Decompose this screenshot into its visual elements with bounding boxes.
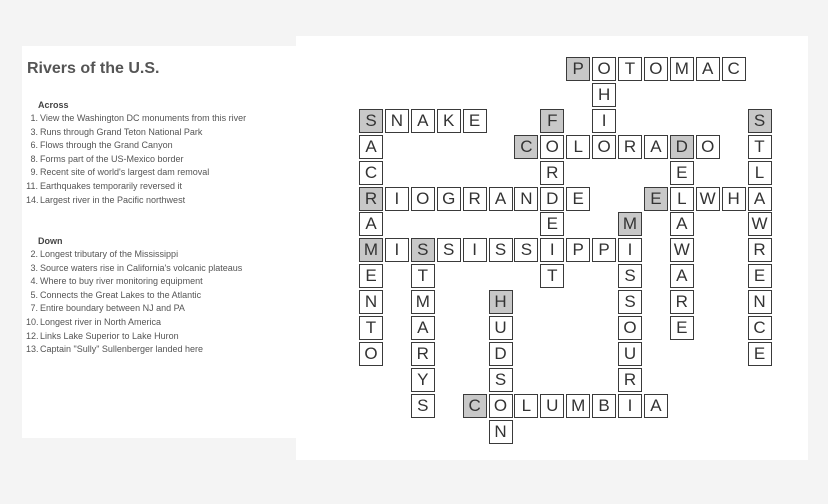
grid-cell[interactable]: R bbox=[540, 161, 564, 185]
clue-text: Largest river in the Pacific northwest bbox=[40, 194, 186, 205]
grid-cell[interactable]: L bbox=[670, 187, 694, 211]
grid-cell[interactable]: H bbox=[592, 83, 616, 107]
clue-number: 14. bbox=[26, 194, 39, 205]
page-title: Rivers of the U.S. bbox=[27, 60, 160, 77]
down-clue bbox=[26, 276, 203, 287]
grid-cell[interactable]: A bbox=[670, 264, 694, 288]
grid-cell[interactable]: P bbox=[566, 57, 590, 81]
grid-cell[interactable]: E bbox=[566, 187, 590, 211]
clue-text: Flows through the Grand Canyon bbox=[40, 140, 173, 151]
grid-cell[interactable]: I bbox=[463, 238, 487, 262]
grid-cell[interactable]: O bbox=[489, 394, 513, 418]
clue-number: 13. bbox=[26, 344, 39, 355]
grid-cell[interactable]: E bbox=[670, 316, 694, 340]
clue-text: Source waters rise in California's volcanic plateaus bbox=[40, 262, 243, 273]
grid-cell[interactable]: I bbox=[540, 238, 564, 262]
grid-cell[interactable]: R bbox=[411, 342, 435, 366]
grid-cell[interactable]: U bbox=[489, 316, 513, 340]
clue-text: Runs through Grand Teton National Park bbox=[40, 126, 203, 137]
clue-number: 12. bbox=[26, 330, 39, 341]
across-clue bbox=[26, 154, 184, 165]
grid-cell[interactable]: M bbox=[411, 290, 435, 314]
grid-cell[interactable]: R bbox=[359, 187, 383, 211]
grid-cell[interactable]: R bbox=[618, 368, 642, 392]
grid-cell[interactable]: O bbox=[592, 57, 616, 81]
grid-cell[interactable]: L bbox=[566, 135, 590, 159]
grid-cell[interactable]: C bbox=[359, 161, 383, 185]
grid-cell[interactable]: S bbox=[437, 238, 461, 262]
grid-cell[interactable]: E bbox=[670, 161, 694, 185]
clue-text: Forms part of the US-Mexico border bbox=[40, 153, 184, 164]
grid-cell[interactable]: P bbox=[566, 238, 590, 262]
grid-cell[interactable]: W bbox=[748, 212, 772, 236]
grid-cell[interactable]: M bbox=[670, 57, 694, 81]
down-clue bbox=[26, 290, 201, 301]
grid-cell[interactable]: O bbox=[696, 135, 720, 159]
grid-cell[interactable]: C bbox=[463, 394, 487, 418]
grid-cell[interactable]: S bbox=[618, 264, 642, 288]
clue-text: Longest tributary of the Mississippi bbox=[40, 249, 179, 259]
clue-number: 10. bbox=[26, 317, 39, 327]
clue-text: Connects the Great Lakes to the Atlantic bbox=[40, 289, 202, 300]
grid-cell[interactable]: B bbox=[592, 394, 616, 418]
down-clue bbox=[26, 317, 161, 328]
across-clue bbox=[26, 113, 246, 124]
grid-cell[interactable]: A bbox=[411, 316, 435, 340]
grid-cell[interactable]: P bbox=[592, 238, 616, 262]
clue-text: Where to buy river monitoring equipment bbox=[40, 276, 203, 287]
down-clue bbox=[26, 263, 242, 274]
across-clue bbox=[26, 181, 182, 192]
down-clue bbox=[26, 344, 203, 355]
grid-cell[interactable]: R bbox=[748, 238, 772, 262]
grid-cell[interactable]: S bbox=[411, 238, 435, 262]
grid-cell[interactable]: S bbox=[411, 394, 435, 418]
grid-cell[interactable]: T bbox=[748, 135, 772, 159]
grid-cell[interactable]: N bbox=[385, 109, 409, 133]
clue-text: Recent site of world's largest dam removal bbox=[40, 167, 210, 178]
grid-cell[interactable]: R bbox=[618, 135, 642, 159]
grid-cell[interactable]: A bbox=[644, 135, 668, 159]
grid-cell[interactable]: A bbox=[696, 57, 720, 81]
grid-cell[interactable]: E bbox=[748, 264, 772, 288]
grid-cell[interactable]: T bbox=[540, 264, 564, 288]
across-clue bbox=[26, 127, 202, 138]
grid-cell[interactable]: A bbox=[748, 187, 772, 211]
clue-number: 9. bbox=[30, 167, 38, 178]
grid-cell[interactable]: Y bbox=[411, 368, 435, 392]
grid-cell[interactable]: S bbox=[489, 238, 513, 262]
grid-cell[interactable]: I bbox=[618, 238, 642, 262]
grid-cell[interactable]: R bbox=[670, 290, 694, 314]
clue-number: 5. bbox=[30, 289, 38, 300]
down-heading: Down bbox=[38, 236, 63, 246]
grid-cell[interactable]: M bbox=[566, 394, 590, 418]
grid-cell[interactable]: S bbox=[359, 109, 383, 133]
grid-cell[interactable]: T bbox=[618, 57, 642, 81]
grid-cell[interactable]: G bbox=[437, 187, 461, 211]
grid-cell[interactable]: T bbox=[359, 316, 383, 340]
grid-cell[interactable]: C bbox=[748, 316, 772, 340]
grid-cell[interactable]: O bbox=[644, 57, 668, 81]
across-clue bbox=[26, 140, 173, 151]
down-clue bbox=[26, 331, 179, 342]
grid-cell[interactable]: O bbox=[618, 316, 642, 340]
clue-text: Earthquakes temporarily reversed it bbox=[40, 181, 183, 191]
grid-cell[interactable]: I bbox=[385, 238, 409, 262]
grid-cell[interactable]: M bbox=[359, 238, 383, 262]
grid-cell[interactable]: L bbox=[514, 394, 538, 418]
grid-cell[interactable]: O bbox=[592, 135, 616, 159]
grid-cell[interactable]: N bbox=[514, 187, 538, 211]
grid-cell[interactable]: U bbox=[618, 342, 642, 366]
grid-cell[interactable]: A bbox=[670, 212, 694, 236]
clue-number: 4. bbox=[30, 276, 38, 287]
grid-cell[interactable]: R bbox=[463, 187, 487, 211]
grid-cell[interactable]: A bbox=[411, 109, 435, 133]
across-clue bbox=[26, 167, 209, 178]
grid-cell[interactable]: F bbox=[540, 109, 564, 133]
grid-cell[interactable]: N bbox=[748, 290, 772, 314]
clue-text: Captain "Sully" Sullenberger landed here bbox=[40, 344, 203, 355]
clue-number: 7. bbox=[30, 303, 38, 314]
clue-number: 8. bbox=[30, 153, 38, 164]
grid-cell[interactable]: E bbox=[540, 212, 564, 236]
clue-number: 1. bbox=[30, 113, 38, 123]
clue-number: 2. bbox=[30, 249, 38, 259]
clue-number: 6. bbox=[30, 140, 38, 151]
grid-cell[interactable]: E bbox=[644, 187, 668, 211]
grid-cell[interactable]: N bbox=[489, 420, 513, 444]
grid-cell[interactable]: E bbox=[463, 109, 487, 133]
down-clue bbox=[26, 303, 185, 314]
grid-cell[interactable]: S bbox=[748, 109, 772, 133]
grid-cell[interactable]: L bbox=[748, 161, 772, 185]
grid-cell[interactable]: S bbox=[618, 290, 642, 314]
grid-cell[interactable]: S bbox=[514, 238, 538, 262]
grid-cell[interactable]: E bbox=[359, 264, 383, 288]
clue-number: 3. bbox=[30, 126, 38, 137]
grid-cell[interactable]: I bbox=[592, 109, 616, 133]
grid-cell[interactable]: C bbox=[722, 57, 746, 81]
grid-cell[interactable]: D bbox=[670, 135, 694, 159]
clue-number: 11. bbox=[26, 181, 38, 191]
down-clue bbox=[26, 249, 178, 260]
grid-cell[interactable]: W bbox=[696, 187, 720, 211]
clue-text: Longest river in North America bbox=[40, 317, 162, 327]
grid-cell[interactable]: W bbox=[670, 238, 694, 262]
grid-cell[interactable]: A bbox=[359, 212, 383, 236]
grid-cell[interactable]: T bbox=[411, 264, 435, 288]
grid-cell[interactable]: S bbox=[489, 368, 513, 392]
grid-cell[interactable]: D bbox=[489, 342, 513, 366]
clue-number: 3. bbox=[30, 262, 38, 273]
grid-cell[interactable]: A bbox=[359, 135, 383, 159]
clue-text: Links Lake Superior to Lake Huron bbox=[40, 330, 179, 341]
grid-cell[interactable]: A bbox=[489, 187, 513, 211]
grid-cell[interactable]: A bbox=[644, 394, 668, 418]
grid-cell[interactable]: M bbox=[618, 212, 642, 236]
grid-cell[interactable]: O bbox=[540, 135, 564, 159]
across-heading: Across bbox=[38, 100, 69, 110]
grid-cell[interactable]: I bbox=[618, 394, 642, 418]
across-clue bbox=[26, 195, 185, 206]
grid-cell[interactable]: H bbox=[489, 290, 513, 314]
grid-cell[interactable]: H bbox=[722, 187, 746, 211]
grid-cell[interactable]: U bbox=[540, 394, 564, 418]
grid-cell[interactable]: D bbox=[540, 187, 564, 211]
grid-cell[interactable]: K bbox=[437, 109, 461, 133]
clue-text: View the Washington DC monuments from this river bbox=[40, 113, 247, 123]
grid-cell[interactable]: O bbox=[359, 342, 383, 366]
grid-cell[interactable]: I bbox=[385, 187, 409, 211]
grid-cell[interactable]: E bbox=[748, 342, 772, 366]
grid-cell[interactable]: C bbox=[514, 135, 538, 159]
grid-cell[interactable]: N bbox=[359, 290, 383, 314]
grid-cell[interactable]: O bbox=[411, 187, 435, 211]
clue-text: Entire boundary between NJ and PA bbox=[40, 303, 185, 314]
